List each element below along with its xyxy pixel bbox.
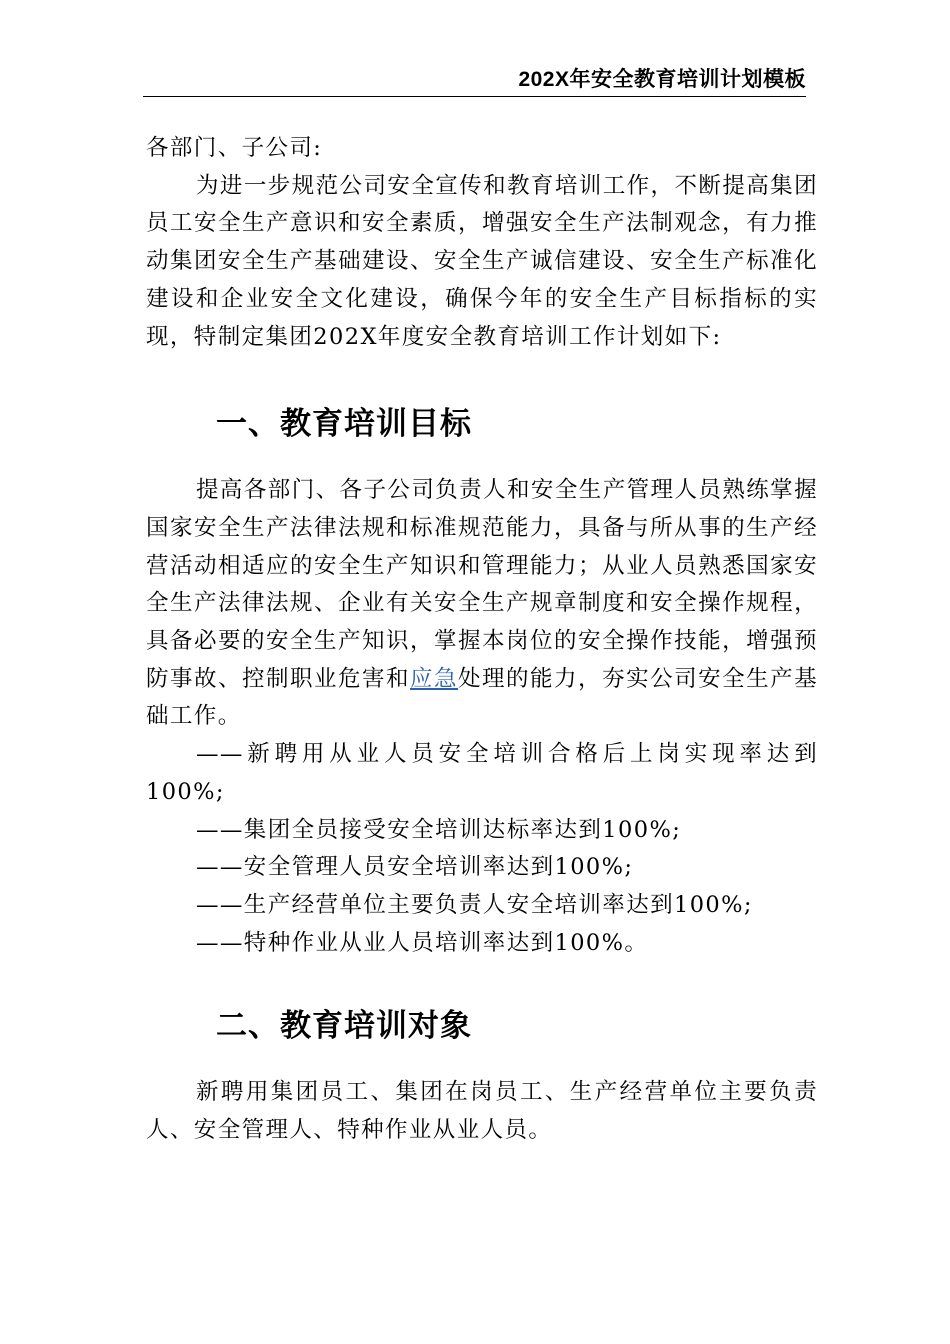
section-heading-audience: 二、教育培训对象 <box>216 1008 472 1045</box>
salutation: 各部门、子公司: <box>146 135 323 161</box>
target-item: ——生产经营单位主要负责人安全培训率达到100%; <box>196 891 753 918</box>
target-item: ——特种作业从业人员培训率达到100%。 <box>196 929 649 956</box>
target-item: ——安全管理人员安全培训率达到100%; <box>196 854 634 881</box>
goals-text-part2: 处理的能力，夯实公司安全生产基础工作。 <box>146 665 818 730</box>
goals-paragraph <box>146 472 818 736</box>
goals-text-part1: 提高各部门、各子公司负责人和安全生产管理人员熟练掌握国家安全生产法律法规和标准规范能力，具备与所从事的生产经营活动相适应的安全生产知识和管理能力；从业人员熟悉国家安全生产法律法规、企业有关安全生产规章制度和安全操作规程，具备必要的安全生产知识，掌握本岗位的安全操作技能，增强预防事故、控制职业危害和 <box>146 477 818 692</box>
document-title: 202X年安全教育培训计划模板 <box>518 68 806 91</box>
target-item: ——新聘用从业人员安全培训合格后上岗实现率达到100%; <box>146 741 818 805</box>
intro-paragraph: 为进一步规范公司安全宣传和教育培训工作，不断提高集团员工安全生产意识和安全素质，增强安全生产法制观念，有力推动集团安全生产基础建设、安全生产诚信建设、安全生产标准化建设和企业安全文化建设，确保今年的安全生产目标指标的实现，特制定集团202X年度安全教育培训工作计划如下: <box>146 172 818 350</box>
emergency-link[interactable]: 应急 <box>410 665 459 692</box>
page-header <box>143 66 806 97</box>
target-item: ——集团全员接受安全培训达标率达到100%; <box>196 816 682 843</box>
section-heading-goals: 一、教育培训目标 <box>216 406 472 443</box>
audience-paragraph: 新聘用集团员工、集团在岗员工、生产经营单位主要负责人、安全管理人、特种作业从业人员。 <box>146 1079 818 1144</box>
document-body <box>146 130 818 1150</box>
